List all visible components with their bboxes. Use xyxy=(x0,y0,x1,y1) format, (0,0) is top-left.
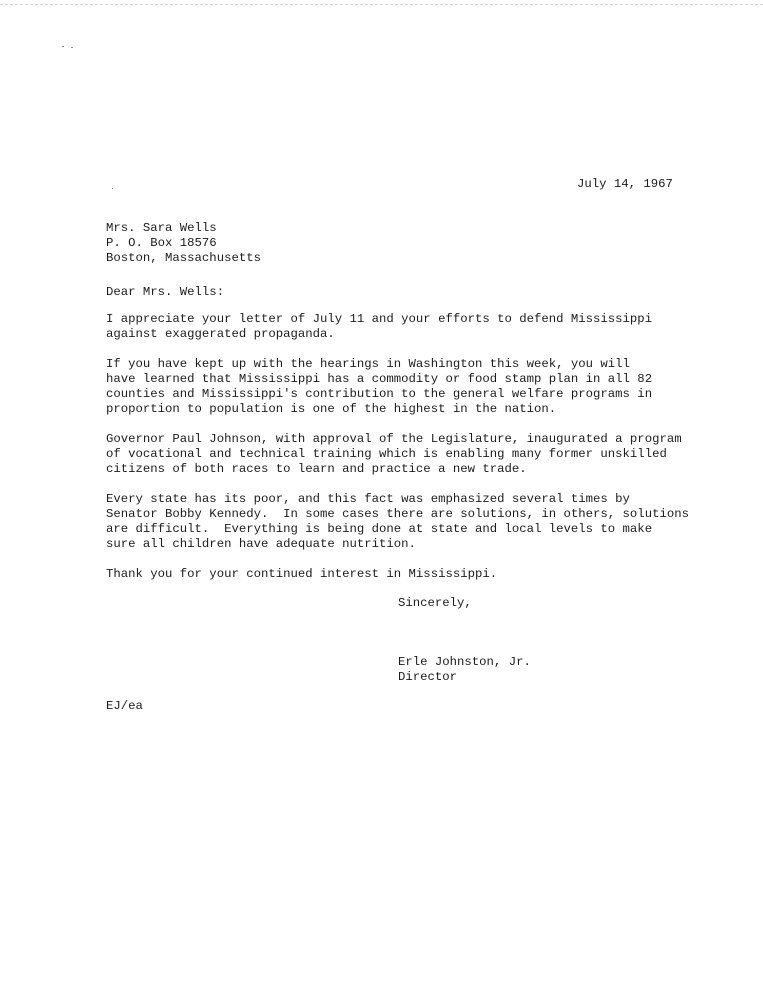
letter-body xyxy=(106,312,746,597)
paragraph-line: Governor Paul Johnson, with approval of the Legislature, inaugurated a program xyxy=(106,432,682,446)
paragraph-appreciation xyxy=(106,312,746,342)
paragraph-line: have learned that Mississippi has a commodity or food stamp plan in all 82 xyxy=(106,372,653,386)
paragraph-line: proportion to population is one of the highest in the nation. xyxy=(106,402,557,416)
complimentary-closing: Sincerely, xyxy=(398,596,472,610)
paragraph-hearings xyxy=(106,357,746,417)
recipient-address-line-2: Boston, Massachusetts xyxy=(106,251,261,265)
paragraph-line: against exaggerated propaganda. xyxy=(106,327,335,341)
paragraph-line: citizens of both races to learn and practice a new trade. xyxy=(106,462,527,476)
paragraph-line: Every state has its poor, and this fact was emphasized several times by xyxy=(106,492,630,506)
recipient-address xyxy=(106,221,261,266)
paragraph-training xyxy=(106,432,746,477)
scan-edge-line xyxy=(0,4,763,5)
signatory-name: Erle Johnston, Jr. xyxy=(398,655,531,669)
paragraph-line: counties and Mississippi's contribution to the general welfare programs in xyxy=(106,387,653,401)
letter-date: July 14, 1967 xyxy=(577,177,673,191)
salutation: Dear Mrs. Wells: xyxy=(106,285,225,299)
signatory-title: Director xyxy=(398,670,458,684)
paragraph-line: If you have kept up with the hearings in Washington this week, you will xyxy=(106,357,630,371)
scan-speck xyxy=(112,188,113,189)
reference-initials: EJ/ea xyxy=(106,699,143,713)
signature-block xyxy=(398,655,531,685)
recipient-name: Mrs. Sara Wells xyxy=(106,221,217,235)
recipient-address-line-1: P. O. Box 18576 xyxy=(106,236,217,250)
paragraph-line: I appreciate your letter of July 11 and your efforts to defend Mississippi xyxy=(106,312,653,326)
paragraph-thanks xyxy=(106,567,746,582)
scan-speck xyxy=(62,46,64,47)
paragraph-line: Thank you for your continued interest in Mississippi. xyxy=(106,567,498,581)
paragraph-line: of vocational and technical training which is enabling many former unskilled xyxy=(106,447,667,461)
paragraph-line: Senator Bobby Kennedy. In some cases there are solutions, in others, solutions xyxy=(106,507,689,521)
paragraph-line: are difficult. Everything is being done at state and local levels to make xyxy=(106,522,653,536)
scan-speck xyxy=(71,47,73,48)
paragraph-line: sure all children have adequate nutrition. xyxy=(106,537,416,551)
paragraph-poverty xyxy=(106,492,746,552)
